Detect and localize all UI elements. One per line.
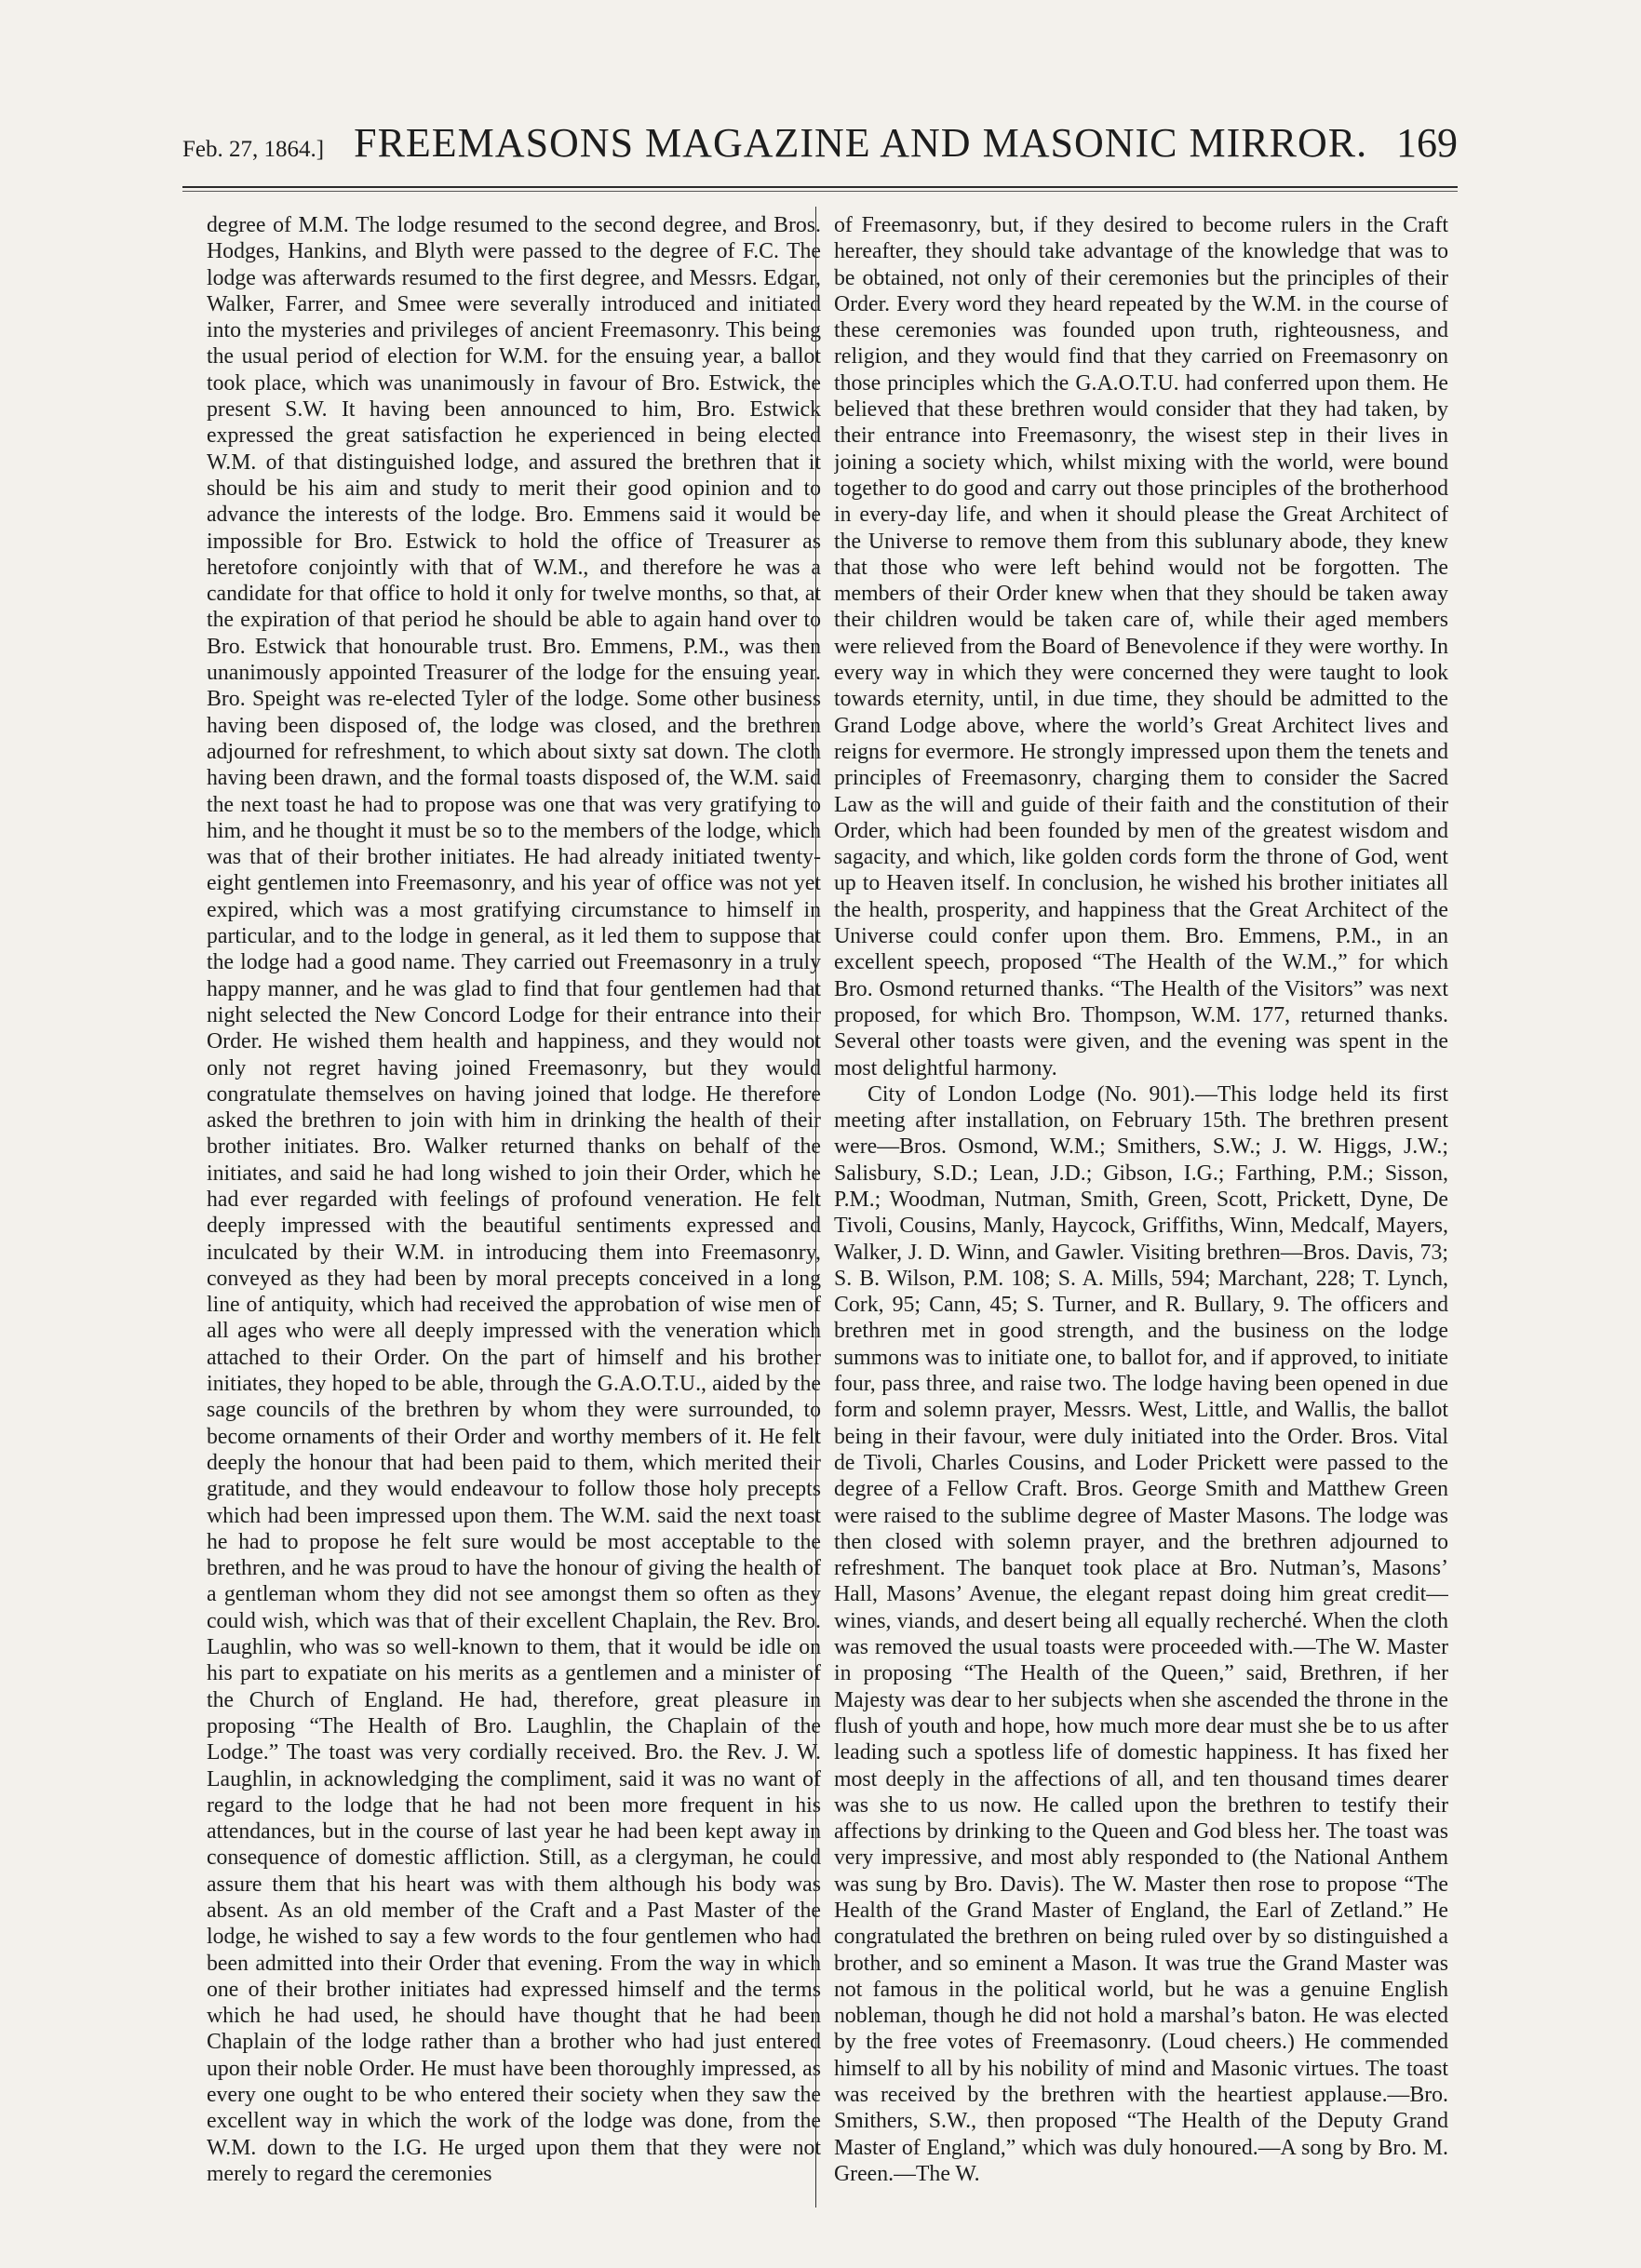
header-rule [182,186,1458,188]
left-column [207,212,821,2222]
header-rule-thin [182,191,1458,192]
right-column [834,212,1448,2222]
paragraph: of Freemasonry, but, if they desired to become rulers in the Craft hereafter, they should take advantage of the knowledge that was to be obtained, not only of their ceremonies but the principles of their Order. Every word they heard repeated by the W.M. in the course of these ceremonies was founded upon truth, righteousness, and religion, and they would find that they carried on Freemasonry on those principles which the G.A.O.T.U. had conferred upon them. He believed that these brethren would consider that they had taken, by their entrance into Freemasonry, the wisest step in their lives in joining a society which, whilst mixing with the world, were bound together to do good and carry out those principles of the brotherhood in every-day life, and when it should please the Great Architect of the Universe to remove them from this sublunary abode, they knew that those who were left behind would not be forgotten. The members of their Order knew when that they should be taken away their children would be taken care of, while their aged members were relieved from the Board of Benevolence if they were worthy. In every way in which they were concerned they were taught to look towards eternity, until, in due time, they should be admitted to the Grand Lodge above, where the world’s Great Architect lives and reigns for evermore. He strongly impressed upon them the tenets and principles of Freemasonry, charging them to consider the Sacred Law as the will and guide of their faith and the constitution of their Order, which had been founded by men of the greatest wisdom and sagacity, and which, like golden cords form the throne of God, went up to Heaven itself. In conclusion, he wished his brother initiates all the health, prosperity, and happiness that the Great Architect of the Universe could confer upon them. Bro. Emmens, P.M., in an excellent speech, proposed “The Health of the W.M.,” for which Bro. Osmond returned thanks. “The Health of the Visitors” was next proposed, for which Bro. Thompson, W.M. 177, returned thanks. Several other toasts were given, and the evening was spent in the most delightful harmony. [834,213,1448,1080]
page-number: 169 [1396,120,1458,166]
paragraph: degree of M.M. The lodge resumed to the second degree, and Bros. Hodges, Hankins, and Blyth were passed to the degree of F.C. The lodge was afterwards resumed to the first degree, and Messrs. Edgar, Walker, Farrer, and Smee were severally introduced and initiated into the mysteries and privileges of ancient Freemasonry. This being the usual period of election for W.M. for the ensuing year, a ballot took place, which was unanimously in favour of Bro. Estwick, the present S.W. It having been announced to him, Bro. Estwick expressed the great satisfaction he experienced in being elected W.M. of that distinguished lodge, and assured the brethren that it should be his aim and study to merit their good opinion and to advance the interests of the lodge. Bro. Emmens said it would be impossible for Bro. Estwick to hold the office of Treasurer as heretofore conjointly with that of W.M., and therefore he was a candidate for that office to hold it only for twelve months, so that, at the expiration of that period he should be able to again hand over to Bro. Estwick that honourable trust. Bro. Emmens, P.M., was then unanimously appointed Treasurer of the lodge for the ensuing year. Bro. Speight was re-elected Tyler of the lodge. Some other business having been disposed of, the lodge was closed, and the brethren adjourned for refreshment, to which about sixty sat down. The cloth having been drawn, and the formal toasts disposed of, the W.M. said the next toast he had to propose was one that was very gratifying to him, and he thought it must be so to the members of the lodge, which was that of their brother initiates. He had already initiated twenty-eight gentlemen into Freemasonry, and his year of office was not yet expired, which was a most gratifying circumstance to himself in particular, and to the lodge in general, as it led them to suppose that the lodge had a good name. They carried out Freemasonry in a truly happy manner, and he was glad to find that four gentlemen had that night selected the New Concord Lodge for their entrance into their Order. He wished them health and happiness, and they would not only not regret having joined Freemasonry, but they would congratulate themselves on having joined that lodge. He therefore asked the brethren to join with him in drinking the health of their brother initiates. Bro. Walker returned thanks on behalf of the initiates, and said he had long wished to join their Order, which he had ever regarded with feelings of profound veneration. He felt deeply impressed with the beautiful sentiments expressed and inculcated by their W.M. in introducing them into Freemasonry, conveyed as they had been by moral precepts conceived in a long line of antiquity, which had received the approbation of wise men of all ages who were all deeply impressed with the veneration which attached to their Order. On the part of himself and his brother initiates, they hoped to be able, through the G.A.O.T.U., aided by the sage councils of the brethren by whom they were surrounded, to become ornaments of their Order and worthy members of it. He felt deeply the honour that had been paid to them, which merited their gratitude, and they would endeavour to follow those holy precepts which had been impressed upon them. The W.M. said the next toast he had to propose he felt sure would be most acceptable to the brethren, and he was proud to have the honour of giving the health of a gentleman whom they did not see amongst them so often as they could wish, which was that of their excellent Chaplain, the Rev. Bro. Laughlin, who was so well-known to them, that it would be idle on his part to expatiate on his merits as a gentlemen and a minister of the Church of England. He had, therefore, great pleasure in proposing “The Health of Bro. Laughlin, the Chaplain of the Lodge.” The toast was very cordially received. Bro. the Rev. J. W. Laughlin, in acknowledging the compliment, said it was no want of regard to the lodge that he had not been more frequent in his attendances, but in the course of last year he had been kept away in consequence of domestic affliction. Still, as a clergyman, he could assure them that his heart was with them although his body was absent. As an old member of the Craft and a Past Master of the lodge, he wished to say a few words to the four gentlemen who had been admitted into their Order that evening. From the way in which one of their brother initiates had expressed himself and the terms which he had used, he should have thought that he had been Chaplain of the lodge rather than a brother who had just entered upon their noble Order. He must have been thoroughly impressed, as every one ought to be who entered their society when they saw the excellent way in which the work of the lodge was done, from the W.M. down to the I.G. He urged upon them that they were not merely to regard the ceremonies [207,213,821,2186]
paragraph: City of London Lodge (No. 901).—This lodge held its first meeting after installation, on February 15th. The brethren present were—Bros. Osmond, W.M.; Smithers, S.W.; J. W. Higgs, J.W.; Salisbury, S.D.; Lean, J.D.; Gibson, I.G.; Farthing, P.M.; Sisson, P.M.; Woodman, Nutman, Smith, Green, Scott, Prickett, Dyne, De Tivoli, Cousins, Manly, Haycock, Griffiths, Winn, Medcalf, Mayers, Walker, J. D. Winn, and Gawler. Visiting brethren—Bros. Davis, 73; S. B. Wilson, P.M. 108; S. A. Mills, 594; Marchant, 228; T. Lynch, Cork, 95; Cann, 45; S. Turner, and R. Bullary, 9. The officers and brethren met in good strength, and the business on the lodge summons was to initiate one, to ballot for, and if approved, to initiate four, pass three, and raise two. The lodge having been opened in due form and solemn prayer, Messrs. West, Little, and Wallis, the ballot being in their favour, were duly initiated into the Order. Bros. Vital de Tivoli, Charles Cousins, and Loder Prickett were passed to the degree of a Fellow Craft. Bros. George Smith and Matthew Green were raised to the sublime degree of Master Masons. The lodge was then closed with solemn prayer, and the brethren adjourned to refreshment. The banquet took place at Bro. Nutman’s, Masons’ Hall, Masons’ Avenue, the elegant repast doing him great credit—wines, viands, and desert being all equally recherché. When the cloth was removed the usual toasts were proceeded with.—The W. Master in proposing “The Health of the Queen,” said, Brethren, if her Majesty was dear to her subjects when she ascended the throne in the flush of youth and hope, how much more dear must she be to us after leading such a spotless life of domestic happiness. It has fixed her most deeply in the affections of all, and ten thousand times dearer was she to us now. He called upon the brethren to testify their affections by drinking to the Queen and God bless her. The toast was very impressive, and most ably responded to (the National Anthem was sung by Bro. Davis). The W. Master then rose to propose “The Health of the Grand Master of England, the Earl of Zetland.” He congratulated the brethren on being ruled over by so distinguished a brother, and so eminent a Mason. It was true the Grand Master was not famous in the political world, but he was a genuine English nobleman, though he did not hold a marshal’s baton. He was elected by the free votes of Freemasonry. (Loud cheers.) He commended himself to all by his nobility of mind and Masonic virtues. The toast was received by the brethren with the heartiest applause.—Bro. Smithers, S.W., then proposed “The Health of the Deputy Grand Master of England,” which was duly honoured.—A song by Bro. M. Green.—The W. [834,1081,1448,2186]
page-header [182,119,1458,175]
issue-date: Feb. 27, 1864.] [182,137,325,162]
column-divider [815,207,816,2208]
publication-title: FREEMASONS MAGAZINE AND MASONIC MIRROR. [354,120,1368,166]
